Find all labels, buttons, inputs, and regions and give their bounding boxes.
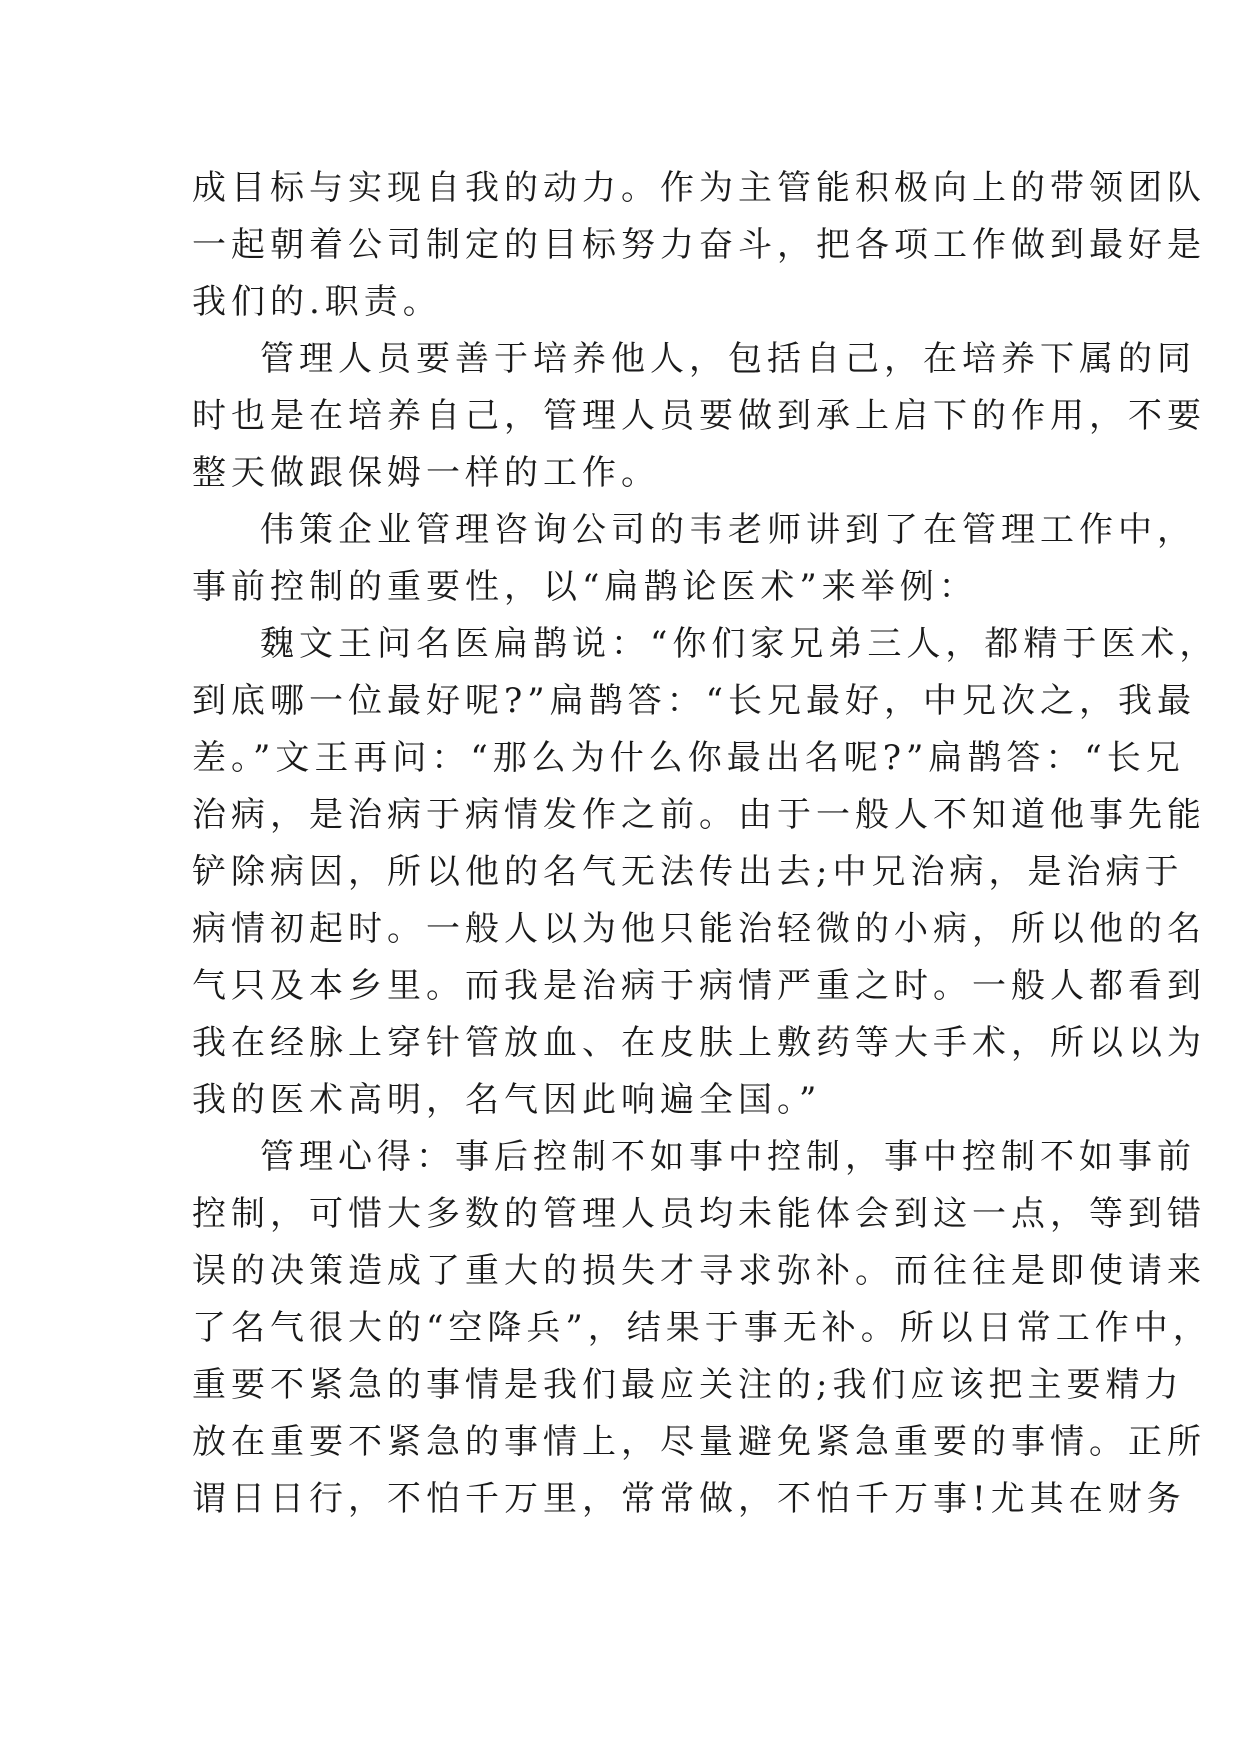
text-line: 管理人员要善于培养他人，包括自己，在培养下属的同 — [260, 339, 1196, 379]
text-line: 了名气很大的“空降兵”，结果于事无补。所以日常工作中， — [192, 1308, 1212, 1348]
text-line: 放在重要不紧急的事情上，尽量避免紧急重要的事情。正所 — [192, 1422, 1206, 1462]
text-line: 时也是在培养自己，管理人员要做到承上启下的作用，不要 — [192, 396, 1206, 436]
text-line: 到底哪一位最好呢?”扁鹊答：“长兄最好，中兄次之，我最 — [192, 681, 1196, 721]
text-line: 误的决策造成了重大的损失才寻求弥补。而往往是即使请来 — [192, 1251, 1206, 1291]
text-line: 我的医术高明，名气因此响遍全国。” — [192, 1080, 822, 1120]
text-line: 铲除病因，所以他的名气无法传出去;中兄治病，是治病于 — [192, 852, 1184, 892]
text-line: 病情初起时。一般人以为他只能治轻微的小病，所以他的名 — [192, 909, 1206, 949]
text-line: 差。”文王再问：“那么为什么你最出名呢?”扁鹊答：“长兄 — [192, 738, 1185, 778]
text-line: 谓日日行，不怕千万里，常常做，不怕千万事!尤其在财务 — [192, 1479, 1186, 1519]
body-text — [192, 160, 1219, 1528]
text-line: 我在经脉上穿针管放血、在皮肤上敷药等大手术，所以以为 — [192, 1023, 1206, 1063]
text-line: 管理心得：事后控制不如事中控制，事中控制不如事前 — [260, 1137, 1196, 1177]
text-line: 一起朝着公司制定的目标努力奋斗，把各项工作做到最好是 — [192, 225, 1206, 265]
text-line: 魏文王问名医扁鹊说：“你们家兄弟三人，都精于医术， — [260, 624, 1219, 664]
text-line: 成目标与实现自我的动力。作为主管能积极向上的带领团队 — [192, 168, 1206, 208]
text-line: 治病，是治病于病情发作之前。由于一般人不知道他事先能 — [192, 795, 1206, 835]
text-line: 事前控制的重要性，以“扁鹊论医术”来举例： — [192, 567, 978, 607]
text-line: 控制，可惜大多数的管理人员均未能体会到这一点，等到错 — [192, 1194, 1206, 1234]
text-line: 我们的.职责。 — [192, 282, 442, 322]
text-line: 伟策企业管理咨询公司的韦老师讲到了在管理工作中， — [260, 510, 1196, 550]
text-line: 气只及本乡里。而我是治病于病情严重之时。一般人都看到 — [192, 966, 1206, 1006]
text-line: 重要不紧急的事情是我们最应关注的;我们应该把主要精力 — [192, 1365, 1184, 1405]
text-line: 整天做跟保姆一样的工作。 — [192, 453, 660, 493]
